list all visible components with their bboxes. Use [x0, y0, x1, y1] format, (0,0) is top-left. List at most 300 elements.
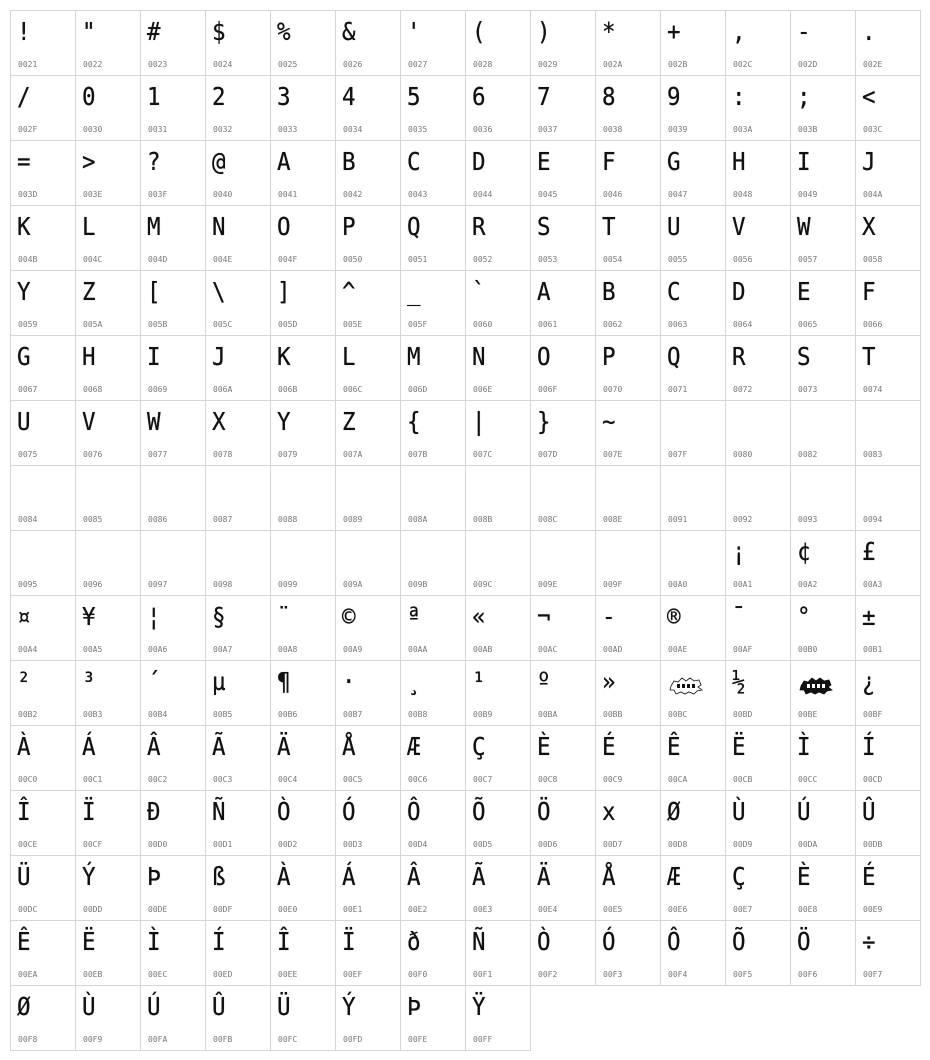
glyph-sample: Ò: [277, 797, 291, 826]
glyph-codepoint: 00A3: [863, 580, 883, 589]
glyph-codepoint: 004B: [18, 255, 38, 264]
glyph-cell: [401, 531, 466, 596]
glyph-cell: [596, 271, 661, 336]
glyph-codepoint: 002E: [863, 60, 883, 69]
glyph-sample: 3: [277, 82, 291, 111]
glyph-codepoint: 0083: [863, 450, 883, 459]
glyph-cell: [401, 11, 466, 76]
glyph-cell: [856, 206, 921, 271]
glyph-sample: x: [602, 797, 616, 826]
glyph-sample: +: [667, 17, 681, 46]
glyph-codepoint: 00F9: [83, 1035, 103, 1044]
glyph-codepoint: 00A2: [798, 580, 818, 589]
glyph-sample: Ô: [407, 797, 421, 826]
glyph-codepoint: 0099: [278, 580, 298, 589]
glyph-cell: [726, 921, 791, 986]
glyph-cell: [726, 76, 791, 141]
glyph-codepoint: 00D5: [473, 840, 493, 849]
glyph-cell: [856, 11, 921, 76]
glyph-cell: [141, 76, 206, 141]
glyph-codepoint: 0031: [148, 125, 168, 134]
glyph-sample: Ø: [667, 797, 681, 826]
glyph-cell: [531, 596, 596, 661]
glyph-cell: [336, 141, 401, 206]
glyph-codepoint: 0066: [863, 320, 883, 329]
glyph-codepoint: 0035: [408, 125, 428, 134]
glyph-codepoint: 002C: [733, 60, 753, 69]
glyph-codepoint: 00FD: [343, 1035, 363, 1044]
glyph-codepoint: 00BC: [668, 710, 688, 719]
glyph-cell: [531, 531, 596, 596]
glyph-cell: [466, 531, 531, 596]
glyph-cell: [466, 271, 531, 336]
glyph-cell: [856, 726, 921, 791]
glyph-cell: [401, 76, 466, 141]
glyph-sample: µ: [212, 667, 226, 696]
glyph-sample: «: [472, 602, 486, 631]
glyph-codepoint: 00D0: [148, 840, 168, 849]
glyph-codepoint: 00EB: [83, 970, 103, 979]
glyph-codepoint: 00B2: [18, 710, 38, 719]
glyph-sample: 7: [537, 82, 551, 111]
glyph-cell: [401, 921, 466, 986]
glyph-codepoint: 003F: [148, 190, 168, 199]
glyph-sample: B: [342, 147, 356, 176]
glyph-cell: [466, 661, 531, 726]
glyph-cell: [401, 466, 466, 531]
glyph-cell: [76, 336, 141, 401]
glyph-cell: [11, 401, 76, 466]
glyph-sample: 2: [212, 82, 226, 111]
glyph-sample: Ó: [342, 797, 356, 826]
glyph-sample: ;: [797, 82, 811, 111]
glyph-sample: 4: [342, 82, 356, 111]
glyph-cell: [11, 986, 76, 1051]
glyph-codepoint: 00A5: [83, 645, 103, 654]
glyph-codepoint: 00DB: [863, 840, 883, 849]
glyph-codepoint: 0028: [473, 60, 493, 69]
glyph-codepoint: 00C8: [538, 775, 558, 784]
glyph-sample: F: [602, 147, 616, 176]
glyph-sample: C: [407, 147, 421, 176]
glyph-cell: [336, 921, 401, 986]
glyph-codepoint: 0041: [278, 190, 298, 199]
glyph-codepoint: 003E: [83, 190, 103, 199]
glyph-cell: [76, 856, 141, 921]
glyph-cell: [596, 141, 661, 206]
glyph-codepoint: 0057: [798, 255, 818, 264]
glyph-sample: N: [212, 212, 226, 241]
glyph-cell: [336, 336, 401, 401]
glyph-cell: [336, 791, 401, 856]
glyph-sample: Õ: [732, 927, 746, 956]
glyph-sample: ©: [342, 602, 356, 631]
glyph-codepoint: 0064: [733, 320, 753, 329]
glyph-sample: H: [732, 147, 746, 176]
glyph-sample: Û: [212, 992, 226, 1021]
glyph-sample: D: [732, 277, 746, 306]
glyph-codepoint: 0045: [538, 190, 558, 199]
glyph-sample: X: [862, 212, 876, 241]
glyph-codepoint: 00D8: [668, 840, 688, 849]
glyph-codepoint: 00D1: [213, 840, 233, 849]
glyph-cell: [596, 726, 661, 791]
glyph-cell: [141, 596, 206, 661]
glyph-codepoint: 00D7: [603, 840, 623, 849]
glyph-cell: [661, 531, 726, 596]
glyph-sample: ?: [147, 147, 161, 176]
glyph-codepoint: 00B0: [798, 645, 818, 654]
glyph-map-grid: [10, 10, 921, 1051]
glyph-sample: S: [797, 342, 811, 371]
glyph-codepoint: 00C3: [213, 775, 233, 784]
glyph-sample: F: [862, 277, 876, 306]
glyph-sample: Ù: [732, 797, 746, 826]
glyph-cell: [726, 856, 791, 921]
glyph-sample: Z: [342, 407, 356, 436]
glyph-cell: [141, 791, 206, 856]
glyph-cell: [466, 596, 531, 661]
glyph-codepoint: 00C6: [408, 775, 428, 784]
glyph-codepoint: 00EF: [343, 970, 363, 979]
glyph-sample: Ñ: [212, 797, 226, 826]
glyph-cell: [206, 921, 271, 986]
glyph-sample: ·: [342, 667, 356, 696]
glyph-cell: [401, 401, 466, 466]
glyph-sample: Đ: [147, 797, 161, 826]
glyph-cell: [661, 401, 726, 466]
glyph-cell: [726, 141, 791, 206]
glyph-codepoint: 00A0: [668, 580, 688, 589]
glyph-codepoint: 0098: [213, 580, 233, 589]
glyph-cell: [336, 466, 401, 531]
glyph-codepoint: 00A4: [18, 645, 38, 654]
glyph-cell: [661, 76, 726, 141]
glyph-sample: È: [537, 732, 551, 761]
glyph-sample: Ü: [277, 992, 291, 1021]
glyph-cell: [531, 206, 596, 271]
glyph-codepoint: 0072: [733, 385, 753, 394]
glyph-cell: [401, 206, 466, 271]
glyph-sample: L: [342, 342, 356, 371]
glyph-sample: `: [472, 277, 486, 306]
glyph-cell: [596, 791, 661, 856]
glyph-cell: [661, 661, 726, 726]
glyph-codepoint: 00E6: [668, 905, 688, 914]
glyph-codepoint: 00A7: [213, 645, 233, 654]
glyph-codepoint: 00B1: [863, 645, 883, 654]
glyph-codepoint: 00C1: [83, 775, 103, 784]
glyph-cell: [11, 336, 76, 401]
glyph-codepoint: 00BE: [798, 710, 818, 719]
glyph-cell: [531, 11, 596, 76]
glyph-cell: [271, 921, 336, 986]
glyph-codepoint: 00C2: [148, 775, 168, 784]
glyph-sample: Ì: [797, 732, 811, 761]
glyph-codepoint: 00BB: [603, 710, 623, 719]
glyph-codepoint: 00D6: [538, 840, 558, 849]
glyph-sample: Ê: [17, 927, 31, 956]
glyph-sample: ¬: [537, 602, 551, 631]
glyph-sample: À: [17, 732, 31, 761]
glyph-codepoint: 0076: [83, 450, 103, 459]
glyph-cell: [76, 206, 141, 271]
glyph-codepoint: 0069: [148, 385, 168, 394]
glyph-sample: ß: [212, 862, 226, 891]
glyph-codepoint: 00C4: [278, 775, 298, 784]
glyph-cell: [141, 726, 206, 791]
glyph-sample: [: [147, 277, 161, 306]
glyph-sample: Ï: [82, 797, 96, 826]
glyph-codepoint: 009F: [603, 580, 623, 589]
glyph-codepoint: 00F1: [473, 970, 493, 979]
glyph-sample: Â: [407, 862, 421, 891]
glyph-sample: {: [407, 407, 421, 436]
glyph-codepoint: 0092: [733, 515, 753, 524]
glyph-cell: [206, 206, 271, 271]
glyph-sample: }: [537, 407, 551, 436]
glyph-cell: [661, 271, 726, 336]
glyph-codepoint: 006A: [213, 385, 233, 394]
glyph-sample: R: [472, 212, 486, 241]
glyph-sample: K: [277, 342, 291, 371]
glyph-codepoint: 00E3: [473, 905, 493, 914]
glyph-cell: [271, 596, 336, 661]
glyph-sample: K: [17, 212, 31, 241]
glyph-cell: [271, 791, 336, 856]
glyph-cell: [76, 466, 141, 531]
glyph-cell: [336, 726, 401, 791]
glyph-cell: [856, 401, 921, 466]
glyph-codepoint: 00DD: [83, 905, 103, 914]
glyph-codepoint: 0080: [733, 450, 753, 459]
glyph-cell: [11, 76, 76, 141]
glyph-sample: Ì: [147, 927, 161, 956]
glyph-codepoint: 0075: [18, 450, 38, 459]
glyph-codepoint: 0040: [213, 190, 233, 199]
glyph-cell: [856, 921, 921, 986]
glyph-sample: B: [602, 277, 616, 306]
glyph-codepoint: 00E8: [798, 905, 818, 914]
glyph-codepoint: 0037: [538, 125, 558, 134]
glyph-sample: ´: [147, 667, 161, 696]
glyph-cell: [76, 11, 141, 76]
glyph-cell: [76, 791, 141, 856]
glyph-codepoint: 0046: [603, 190, 623, 199]
glyph-sample: P: [602, 342, 616, 371]
glyph-codepoint: 00E9: [863, 905, 883, 914]
glyph-cell: [141, 986, 206, 1051]
glyph-codepoint: 0023: [148, 60, 168, 69]
glyph-cell: [531, 271, 596, 336]
glyph-codepoint: 00E1: [343, 905, 363, 914]
glyph-codepoint: 00B8: [408, 710, 428, 719]
glyph-sample: Î: [17, 797, 31, 826]
glyph-cell: [596, 856, 661, 921]
glyph-cell: [466, 921, 531, 986]
glyph-cell: [271, 76, 336, 141]
glyph-sample: Û: [862, 797, 876, 826]
glyph-sample: R: [732, 342, 746, 371]
glyph-sample: Ó: [602, 927, 616, 956]
glyph-sample: É: [602, 732, 616, 761]
glyph-codepoint: 0033: [278, 125, 298, 134]
glyph-cell: [206, 336, 271, 401]
glyph-cell: [596, 531, 661, 596]
glyph-cell: [466, 466, 531, 531]
glyph-cell: [596, 661, 661, 726]
glyph-sample: _: [407, 277, 421, 306]
glyph-codepoint: 007D: [538, 450, 558, 459]
glyph-codepoint: 00DE: [148, 905, 168, 914]
glyph-codepoint: 007E: [603, 450, 623, 459]
glyph-codepoint: 0024: [213, 60, 233, 69]
glyph-codepoint: 0027: [408, 60, 428, 69]
glyph-codepoint: 00F7: [863, 970, 883, 979]
glyph-cell: [531, 141, 596, 206]
glyph-sample: |: [472, 407, 486, 436]
glyph-codepoint: 00F3: [603, 970, 623, 979]
glyph-sample: 6: [472, 82, 486, 111]
glyph-cell: [401, 986, 466, 1051]
glyph-cell: [596, 76, 661, 141]
glyph-sample: Ô: [667, 927, 681, 956]
glyph-cell: [791, 596, 856, 661]
glyph-codepoint: 00B9: [473, 710, 493, 719]
glyph-sample: >: [82, 147, 96, 176]
glyph-sample: W: [797, 212, 811, 241]
glyph-codepoint: 00A8: [278, 645, 298, 654]
glyph-codepoint: 0065: [798, 320, 818, 329]
glyph-cell: [271, 531, 336, 596]
glyph-codepoint: 004F: [278, 255, 298, 264]
glyph-sample: -: [602, 602, 616, 631]
glyph-cell: [531, 336, 596, 401]
glyph-cell: [726, 401, 791, 466]
glyph-sample: º: [537, 667, 551, 696]
glyph-sample: 0: [82, 82, 96, 111]
glyph-sample: ¯: [732, 602, 746, 631]
glyph-cell: [791, 726, 856, 791]
glyph-codepoint: 007B: [408, 450, 428, 459]
glyph-cell: [661, 921, 726, 986]
glyph-codepoint: 0094: [863, 515, 883, 524]
glyph-cell: [141, 856, 206, 921]
glyph-codepoint: 00C0: [18, 775, 38, 784]
glyph-codepoint: 009A: [343, 580, 363, 589]
glyph-sample: /: [17, 82, 31, 111]
glyph-sample: Ç: [732, 862, 746, 891]
glyph-cell: [141, 11, 206, 76]
glyph-sample: @: [212, 147, 226, 176]
glyph-cell: [661, 466, 726, 531]
glyph-sample: Y: [17, 277, 31, 306]
glyph-cell: [596, 401, 661, 466]
glyph-cell: [11, 141, 76, 206]
glyph-sample: Ñ: [472, 927, 486, 956]
glyph-cell: [206, 11, 271, 76]
glyph-codepoint: 0097: [148, 580, 168, 589]
glyph-cell: [726, 661, 791, 726]
glyph-sample: E: [797, 277, 811, 306]
glyph-cell: [11, 791, 76, 856]
glyph-codepoint: 0026: [343, 60, 363, 69]
glyph-codepoint: 0078: [213, 450, 233, 459]
glyph-cell: [336, 986, 401, 1051]
glyph-sample: ±: [862, 602, 876, 631]
glyph-cell: [206, 466, 271, 531]
glyph-codepoint: 0022: [83, 60, 103, 69]
glyph-codepoint: 0036: [473, 125, 493, 134]
glyph-cell: [661, 206, 726, 271]
glyph-codepoint: 008B: [473, 515, 493, 524]
glyph-cell: [661, 596, 726, 661]
glyph-cell: [76, 921, 141, 986]
glyph-codepoint: 00E4: [538, 905, 558, 914]
glyph-sample: -: [797, 17, 811, 46]
glyph-codepoint: 0059: [18, 320, 38, 329]
glyph-cell: [661, 11, 726, 76]
glyph-cell: [531, 661, 596, 726]
glyph-cell: [531, 401, 596, 466]
glyph-codepoint: 0088: [278, 515, 298, 524]
glyph-sample: ": [82, 17, 96, 46]
glyph-cell: [76, 596, 141, 661]
glyph-codepoint: 0079: [278, 450, 298, 459]
glyph-codepoint: 0021: [18, 60, 38, 69]
glyph-sample: ¥: [82, 602, 96, 631]
glyph-cell: [791, 856, 856, 921]
glyph-codepoint: 00AB: [473, 645, 493, 654]
glyph-codepoint: 00FA: [148, 1035, 168, 1044]
glyph-sample: Ç: [472, 732, 486, 761]
glyph-codepoint: 00E0: [278, 905, 298, 914]
glyph-codepoint: 00CD: [863, 775, 883, 784]
glyph-cell: [726, 206, 791, 271]
glyph-sample: Ù: [82, 992, 96, 1021]
glyph-cell: [336, 531, 401, 596]
glyph-sample: A: [537, 277, 551, 306]
glyph-codepoint: 0082: [798, 450, 818, 459]
glyph-sample: Ò: [537, 927, 551, 956]
glyph-codepoint: 007A: [343, 450, 363, 459]
glyph-sample: %: [277, 17, 291, 46]
glyph-codepoint: 00E2: [408, 905, 428, 914]
glyph-cell: [206, 661, 271, 726]
glyph-cell: [271, 271, 336, 336]
glyph-cell: [661, 336, 726, 401]
glyph-codepoint: 00CC: [798, 775, 818, 784]
glyph-codepoint: 004E: [213, 255, 233, 264]
glyph-cell: [791, 271, 856, 336]
glyph-codepoint: 0068: [83, 385, 103, 394]
glyph-codepoint: 0063: [668, 320, 688, 329]
glyph-sample: ]: [277, 277, 291, 306]
glyph-cell: [336, 271, 401, 336]
glyph-sample: »: [602, 667, 616, 696]
glyph-sample: Á: [342, 862, 356, 891]
glyph-cell: [661, 791, 726, 856]
glyph-codepoint: 0071: [668, 385, 688, 394]
glyph-sample: &: [342, 17, 356, 46]
glyph-codepoint: 0039: [668, 125, 688, 134]
glyph-sample: ½: [732, 667, 746, 696]
glyph-cell: [271, 856, 336, 921]
glyph-codepoint: 00AD: [603, 645, 623, 654]
glyph-cell: [141, 206, 206, 271]
glyph-cell: [856, 661, 921, 726]
glyph-cell: [596, 11, 661, 76]
